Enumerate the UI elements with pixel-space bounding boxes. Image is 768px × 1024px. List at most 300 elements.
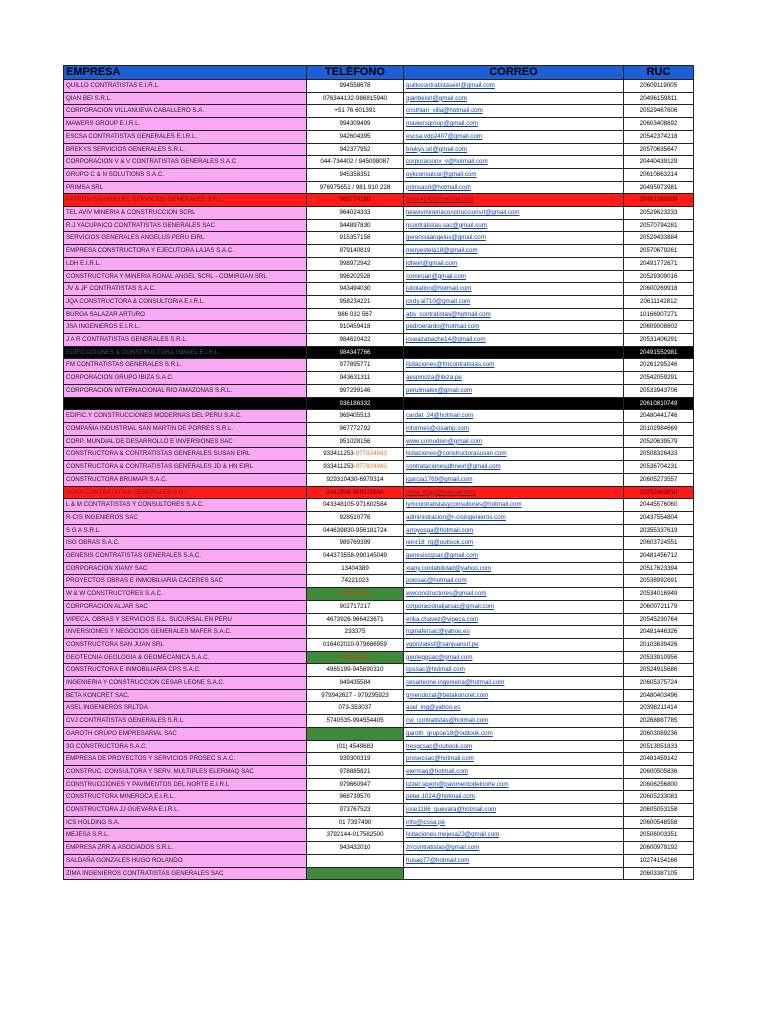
cell-ruc: 20496159811 — [624, 92, 694, 105]
cell-telefono: 942377952 — [307, 143, 404, 156]
cell-correo-link[interactable]: quillocontratistaseirl@gmail.com — [404, 80, 624, 93]
table-row — [64, 829, 694, 842]
cell-empresa: INVERSIONES Y NEGOCIOS GENERALES MAFER S.A.C. — [64, 626, 307, 639]
cell-correo-link[interactable]: administracion@r-cisingenieros.com — [404, 511, 624, 524]
cell-ruc: 20536704231 — [624, 461, 694, 474]
cell-ruc: 20533910956 — [624, 651, 694, 664]
table-row — [64, 105, 694, 118]
cell-telefono: 073-353037 — [307, 702, 404, 715]
table-row — [64, 715, 694, 728]
cell-ruc: 20491552981 — [624, 346, 694, 359]
cell-empresa: CONSTRUCTORA Y MINERIA RONAL ANGEL SCRL - COMIROAN SRL — [64, 270, 307, 283]
cell-correo-link[interactable]: ieinr18_rg@outlook.com — [404, 537, 624, 550]
cell-ruc: 20605273557 — [624, 473, 694, 486]
table-row — [64, 804, 694, 817]
cell-correo-link[interactable]: husag77@hotmail.com — [404, 854, 624, 867]
cell-ruc: 20508326433 — [624, 448, 694, 461]
table-row — [64, 638, 694, 651]
cell-telefono: 043348105-971602584 — [307, 499, 404, 512]
table-row — [64, 245, 694, 258]
cell-telefono: 967772792 — [307, 422, 404, 435]
cell-correo-link[interactable]: gmendozal@betakoncret.com — [404, 689, 624, 702]
table-row — [64, 168, 694, 181]
cell-telefono: 3792144-017582500 — [307, 829, 404, 842]
cell-empresa: TEL AVIV MINERIA & CONSTRUCCION SCRL — [64, 207, 307, 220]
table-row — [64, 575, 694, 588]
cell-ruc: 20398211414 — [624, 702, 694, 715]
table-row — [64, 499, 694, 512]
cell-empresa: CONSTRUCTORA JJ GUEVARA E.I.R.L. — [64, 804, 307, 817]
table-row — [64, 308, 694, 321]
cell-empresa: CORP. MUNDIAL DE DESARROLLO E INVERSIONES SAC — [64, 435, 307, 448]
cell-empresa: CONSTRUCTORA & CONTRATISTAS GENERALES JD & HN EIRL — [64, 461, 307, 474]
cell-telefono: 949705525 — [307, 588, 404, 601]
cell-telefono: 943494030 — [307, 283, 404, 296]
cell-correo-link[interactable]: lizzet.sipion@pavimentodelnorte.com — [404, 778, 624, 791]
cell-correo-link[interactable]: licitaciones@constructorasusan.com — [404, 448, 624, 461]
cell-correo-link[interactable]: jgarcia1769@gmail.com — [404, 473, 624, 486]
cell-ruc: 20570679261 — [624, 245, 694, 258]
cell-correo-link[interactable]: brekys.srl@gmail.com — [404, 143, 624, 156]
cell-telefono: 016402010-979686959 — [307, 638, 404, 651]
cell-telefono: 976975651 / 981 910 228 — [307, 181, 404, 194]
table-row — [64, 600, 694, 613]
table-row — [64, 372, 694, 385]
cell-telefono: 944897830 — [307, 219, 404, 232]
table-row — [64, 257, 694, 270]
cell-telefono: 942604395 — [307, 130, 404, 143]
cell-empresa: GENESIS CONTRATISTAS GENERALES S.A.C. — [64, 550, 307, 563]
cell-ruc: 20491772671 — [624, 257, 694, 270]
table-row — [64, 677, 694, 690]
cell-telefono: 964024333 — [307, 207, 404, 220]
cell-empresa: CORPORACION XIANY SAC — [64, 562, 307, 575]
cell-correo-link[interactable]: garoth_grupoe18@outlook.com — [404, 727, 624, 740]
cell-telefono: 01 7397490 — [307, 816, 404, 829]
cell-ruc: 20513051833 — [624, 740, 694, 753]
cell-empresa: GEOTECNIA GEOLOGIA & GEOMECANICA S.A.C. — [64, 651, 307, 664]
cell-empresa: CVJ CONTRATISTAS GENERALES S.R.L. — [64, 715, 307, 728]
cell-telefono: 949435584 — [307, 677, 404, 690]
cell-correo-link[interactable]: peter.1024@hotmail.com — [404, 791, 624, 804]
cell-ruc: 20538992691 — [624, 575, 694, 588]
cell-empresa: LDH E.I.R.L. — [64, 257, 307, 270]
cell-empresa: ESCSA CONTRATISTAS GENERALES E.I.R.L. — [64, 130, 307, 143]
cell-ruc: 20440439129 — [624, 156, 694, 169]
cell-telefono: 969405513 — [307, 410, 404, 423]
cell-empresa: JV & JF CONTRATISTAS S.A.C. — [64, 283, 307, 296]
cell-correo-link[interactable]: meryestela18@gmail.com — [404, 245, 624, 258]
cell-correo-link[interactable]: geoteggsac@gmail.com — [404, 651, 624, 664]
cell-empresa: CONSTRUCTORA SAN JUAN SRL — [64, 638, 307, 651]
cell-ruc: 20102984669 — [624, 422, 694, 435]
telefono-primary: 933411253 — [323, 463, 354, 471]
cell-empresa: CONSTRUCTORA BRUMAPI S.A.C. — [64, 473, 307, 486]
cell-telefono — [307, 867, 404, 880]
cell-empresa: COMPAÑIA INDUSTRIAL SAN MARTIN DE PORRES S.R.L. — [64, 422, 307, 435]
cell-telefono: 949708525 — [307, 651, 404, 664]
cell-telefono: 936186332 — [307, 397, 404, 410]
header-telefono: TELÉFONO — [307, 66, 404, 80]
cell-telefono: 979942627 - 979295923 — [307, 689, 404, 702]
cell-empresa: BETA KONCRET SAC. — [64, 689, 307, 702]
cell-empresa: BURGA SALAZAR ARTURO — [64, 308, 307, 321]
cell-empresa: ASEL INGENIEROS SRLTDA. — [64, 702, 307, 715]
cell-correo-link[interactable]: lymcontratistasyconsultores@hotmail.com — [404, 499, 624, 512]
cell-empresa: CORPORACION ALJAR SAC — [64, 600, 307, 613]
table-row — [64, 92, 694, 105]
cell-correo-link[interactable]: aespinoza@ibiza.pe — [404, 372, 624, 385]
cell-ruc: 20603089236 — [624, 727, 694, 740]
table-row — [64, 740, 694, 753]
cell-correo-link — [404, 867, 624, 880]
cell-correo-link[interactable]: tresgcsac@outlook.com — [404, 740, 624, 753]
table-row — [64, 842, 694, 855]
cell-ruc: 20570794281 — [624, 219, 694, 232]
cell-empresa: CORPORACION INTERNACIONAL RIO AMAZONAS S.R.L. — [64, 384, 307, 397]
cell-telefono: 958234221 — [307, 295, 404, 308]
cell-empresa: ICS HOLDING S.A. — [64, 816, 307, 829]
cell-telefono: 5740535-994554405 — [307, 715, 404, 728]
table-row — [64, 397, 694, 410]
header-correo: CORREO — [404, 66, 624, 80]
table-row — [64, 181, 694, 194]
table-row — [64, 448, 694, 461]
cell-telefono: 076344132-986815940 — [307, 92, 404, 105]
cell-ruc: 20570635647 — [624, 143, 694, 156]
cell-empresa: QIAN BEI S.R.L. — [64, 92, 307, 105]
cell-ruc: 20600269918 — [624, 283, 694, 296]
cell-empresa: CORPORACION VILLANUEVA CABALLERO S.A. — [64, 105, 307, 118]
cell-correo-link[interactable]: qianbeisrl@gmail.com — [404, 92, 624, 105]
cell-ruc: 20605375724 — [624, 677, 694, 690]
cell-correo-link[interactable]: omar4145@hotmail.com — [404, 194, 624, 207]
cell-ruc: 20611142812 — [624, 295, 694, 308]
header-row — [64, 66, 694, 80]
cell-empresa: ZIMA INGENIEROS CONTRATISTAS GENERALES SAC — [64, 867, 307, 880]
table-body — [64, 80, 694, 880]
cell-correo-link[interactable]: cvj_contratistas@hotmail.com — [404, 715, 624, 728]
cell-correo-link[interactable]: vgonzalesf@sanjuansrl.pe — [404, 638, 624, 651]
cell-ruc: 20600979192 — [624, 842, 694, 855]
table-row — [64, 321, 694, 334]
cell-correo-link[interactable]: corporacionaljarsac@gmail.com — [404, 600, 624, 613]
cell-ruc: 20529433884 — [624, 232, 694, 245]
cell-ruc: 20529309016 — [624, 270, 694, 283]
cell-correo-link[interactable]: joseazabache14@gmail.com — [404, 334, 624, 347]
cell-telefono: 943432010 — [307, 842, 404, 855]
cell-empresa: SALDAÑA GONZALES HUGO ROLANDO — [64, 854, 307, 867]
cell-telefono: 933411253-977824943 — [307, 448, 404, 461]
cell-telefono: 939300319 — [307, 753, 404, 766]
table-row — [64, 295, 694, 308]
cell-empresa: EMPRESA DE PROYECTOS Y SERVICIOS PROSEC S.A.C. — [64, 753, 307, 766]
cell-empresa: NOSA CONTRATISTAS GENERALES S R L — [64, 486, 307, 499]
cell-telefono — [307, 854, 404, 867]
table-row — [64, 130, 694, 143]
cell-ruc: 20605053158 — [624, 804, 694, 817]
cell-telefono: (01) 4549683 — [307, 740, 404, 753]
cell-correo-link[interactable]: info@icssa.pe — [404, 816, 624, 829]
cell-ruc: 20610810749 — [624, 397, 694, 410]
cell-empresa: R.J YACUPAICO CONTRATISTAS GENERALES SAC — [64, 219, 307, 232]
table-row — [64, 334, 694, 347]
cell-telefono: 945358351 — [307, 168, 404, 181]
cell-empresa: BREKYS SERVICIOS GENERALES S.R.L. — [64, 143, 307, 156]
cell-ruc: 20606256800 — [624, 778, 694, 791]
table-row — [64, 562, 694, 575]
cell-correo-link[interactable]: genesiscgsac@gmail.com — [404, 550, 624, 563]
cell-ruc: 20609119005 — [624, 80, 694, 93]
table-row — [64, 156, 694, 169]
cell-empresa: CONSTRUCTORA & CONTRATISTAS GENERALES SUSAN EIRL — [64, 448, 307, 461]
table-row — [64, 410, 694, 423]
cell-empresa: CONSTRUCTORA E INMOBILIARIA CPS S.A.C. — [64, 664, 307, 677]
cell-empresa: JQA CONSTRUCTORA & CONSULTORIA E.I.R.L. — [64, 295, 307, 308]
cell-correo-link[interactable]: telavivmineriaconstruccionsrl@gmail.com — [404, 207, 624, 220]
cell-correo-link[interactable]: ldheirl@gmail.com — [404, 257, 624, 270]
cell-correo-link[interactable]: www.comudein@gmail.com — [404, 435, 624, 448]
table-row — [64, 346, 694, 359]
cell-correo-link[interactable]: perulimalex@gmail.com — [404, 384, 624, 397]
cell-correo-link[interactable]: zrrcontratistas@gmail.com — [404, 842, 624, 855]
cell-correo-link[interactable]: comiroan@gmail.com — [404, 270, 624, 283]
header-empresa: EMPRESA — [64, 66, 307, 80]
cell-ruc: 20445576060 — [624, 499, 694, 512]
cell-correo-link[interactable]: xiany.contabilidad@yahoo.com — [404, 562, 624, 575]
cell-telefono: 233375 — [307, 626, 404, 639]
cell-telefono: 965774180 — [307, 194, 404, 207]
table-row — [64, 816, 694, 829]
table-row — [64, 626, 694, 639]
cell-empresa: INGENIERIA Y CONSTRUCCION CESAR LEONE S.A.C. — [64, 677, 307, 690]
table-row — [64, 791, 694, 804]
cell-empresa: ISG OBRAS S.A.C. — [64, 537, 307, 550]
cell-correo-link[interactable]: informes@cisamp.com — [404, 422, 624, 435]
cell-correo-link[interactable]: erika.chavez@vipeca.com — [404, 613, 624, 626]
cell-telefono: 4673926-966423671 — [307, 613, 404, 626]
cell-telefono: 984347766 — [307, 346, 404, 359]
cell-correo-link[interactable]: cesarleone.ingenieria@hotmail.com — [404, 677, 624, 690]
table-row — [64, 702, 694, 715]
cell-correo-link[interactable]: cpssac@hotmail.com — [404, 664, 624, 677]
cell-correo-link[interactable]: asel_ing@yahoo.es — [404, 702, 624, 715]
cell-ruc: 20481280809 — [624, 194, 694, 207]
cell-ruc: 20355337619 — [624, 524, 694, 537]
cell-empresa: PROYECTOS OBRAS E INMOBILIARIA CACERES SAC — [64, 575, 307, 588]
cell-ruc: 20603387105 — [624, 867, 694, 880]
cell-ruc: 20253462810 — [624, 486, 694, 499]
table-row — [64, 651, 694, 664]
cell-empresa: CORPORACION GRUPO IBIZA S.A.C. — [64, 372, 307, 385]
table-row — [64, 867, 694, 880]
table-row — [64, 524, 694, 537]
table-row — [64, 207, 694, 220]
cell-empresa: PATRON SAN MIGUEL SERVICIOS GENERALES S.R.L. — [64, 194, 307, 207]
table-row — [64, 486, 694, 499]
cell-correo-link[interactable]: contratacionesjdhneirl@gmail.com — [404, 461, 624, 474]
table-row — [64, 232, 694, 245]
cell-telefono: 973767523 — [307, 804, 404, 817]
cell-ruc: 20545230764 — [624, 613, 694, 626]
cell-telefono: 978885821 — [307, 765, 404, 778]
cell-ruc: 20517623394 — [624, 562, 694, 575]
cell-telefono — [307, 727, 404, 740]
cell-empresa: EDIFICACIONES & CONSTRUCTORA ISMAEL E.I.R.L. — [64, 346, 307, 359]
cell-correo-link[interactable]: cristhian_villa@hotmail.com — [404, 105, 624, 118]
cell-correo-link[interactable]: abs_contratistas@hotmail.com — [404, 308, 624, 321]
cell-empresa: J A R CONTRATISTAS GENERALES S.R.L. — [64, 334, 307, 347]
cell-correo-link[interactable]: elermaq@hotmail.com — [404, 765, 624, 778]
cell-ruc: 20480441746 — [624, 410, 694, 423]
cell-correo-link[interactable]: arroyosga@hotmail.com — [404, 524, 624, 537]
table-row — [64, 689, 694, 702]
cell-telefono: 943631311 — [307, 372, 404, 385]
cell-correo-link[interactable]: rjcontratistas.sac@gmail.com — [404, 219, 624, 232]
cell-ruc: 20481456712 — [624, 550, 694, 563]
cell-ruc: 20268887785 — [624, 715, 694, 728]
table-row — [64, 80, 694, 93]
cell-ruc: 20529467606 — [624, 105, 694, 118]
cell-empresa: GRUPO C & N SOLUTIONS S.A.C. — [64, 168, 307, 181]
cell-correo-link[interactable]: gerenciaangelus@gmail.com — [404, 232, 624, 245]
cell-ruc: 20533943706 — [624, 384, 694, 397]
cell-correo-link[interactable]: ngmafersac@yahoo.es — [404, 626, 624, 639]
cell-telefono: 994309499 — [307, 118, 404, 131]
cell-empresa: JSA INGENIEROS E.I.R.L. — [64, 321, 307, 334]
table-row — [64, 194, 694, 207]
cell-ruc: 20506003351 — [624, 829, 694, 842]
cell-empresa: GAROTH GRUPO EMPRESARIAL SAC — [64, 727, 307, 740]
cell-empresa: L & M CONTRATISTAS Y CONSULTORES S.A.C. — [64, 499, 307, 512]
cell-correo-link[interactable]: juliolatino@hotmail.com — [404, 283, 624, 296]
cell-empresa: W & W CONSTRUCTORES S.A.C. — [64, 588, 307, 601]
cell-correo-link[interactable]: jose1186_guevara@hotmail.com — [404, 804, 624, 817]
cell-correo-link[interactable]: jordy.al710@gmail.com — [404, 295, 624, 308]
cell-telefono: 996202528 — [307, 270, 404, 283]
cell-correo-link[interactable]: primsasrl@hotmail.com — [404, 181, 624, 194]
table-row — [64, 664, 694, 677]
table-row — [64, 461, 694, 474]
cell-ruc: 10166907271 — [624, 308, 694, 321]
cell-empresa: CONSTRUC. CONSULTORA Y SERV. MULTIPLES ELERMAQ SAC — [64, 765, 307, 778]
cell-correo-link[interactable]: poicsac@hotmail.com — [404, 575, 624, 588]
cell-correo-link[interactable]: nosa_ccgg@hotmail.com — [404, 486, 624, 499]
cell-ruc: 20481459142 — [624, 753, 694, 766]
cell-telefono: 986 032 567 — [307, 308, 404, 321]
cell-ruc: 20531406291 — [624, 334, 694, 347]
cell-ruc: 20534016949 — [624, 588, 694, 601]
cell-ruc: 20609008602 — [624, 321, 694, 334]
table-row — [64, 384, 694, 397]
table-row — [64, 359, 694, 372]
cell-correo-link[interactable]: licitaciones.mejesa23@gmail.com — [404, 829, 624, 842]
table-row — [64, 511, 694, 524]
cell-ruc: 20481446326 — [624, 626, 694, 639]
cell-empresa: S G A S.R.L. — [64, 524, 307, 537]
cell-telefono: 4965199-945690310 — [307, 664, 404, 677]
cell-correo-link[interactable]: escsa.vdp2407@gmail.com — [404, 130, 624, 143]
cell-telefono: 2341836-999972804 — [307, 486, 404, 499]
cell-telefono: 979660947 — [307, 778, 404, 791]
cell-empresa: R-CIS INGENIEROS SAC — [64, 511, 307, 524]
cell-ruc: 20261295246 — [624, 359, 694, 372]
cell-telefono: 044639830-956181724 — [307, 524, 404, 537]
cell-telefono: 994558678 — [307, 80, 404, 93]
cell-telefono: 044373558-990145049 — [307, 550, 404, 563]
table-row — [64, 270, 694, 283]
cell-telefono: 951028156 — [307, 435, 404, 448]
cell-telefono: 044-734402 / 945098087 — [307, 156, 404, 169]
cell-ruc: 20600721179 — [624, 600, 694, 613]
cell-telefono: 928510776 — [307, 511, 404, 524]
cell-empresa: PRIMSA SRL — [64, 181, 307, 194]
cell-ruc: 20437554804 — [624, 511, 694, 524]
cell-telefono: 997299146 — [307, 384, 404, 397]
cell-ruc: 20603724551 — [624, 537, 694, 550]
cell-telefono: 933411253-977824943 — [307, 461, 404, 474]
cell-correo-link[interactable]: prosecsac@hotmail.com — [404, 753, 624, 766]
table-row — [64, 765, 694, 778]
cell-empresa: CONSTRUCTORA MINEROCA E.I.R.L. — [64, 791, 307, 804]
cell-telefono: +51 76 601391 — [307, 105, 404, 118]
cell-correo-link[interactable]: wwconstructores@gmail.com — [404, 588, 624, 601]
cell-empresa — [64, 397, 307, 410]
cell-telefono: 979140819 — [307, 245, 404, 258]
table-row — [64, 753, 694, 766]
cell-telefono: 968739570 — [307, 791, 404, 804]
cell-ruc: 20542374218 — [624, 130, 694, 143]
cell-empresa: QUILLO CONTRATISTAS E.I.R.L. — [64, 80, 307, 93]
table-row — [64, 588, 694, 601]
cell-correo-link[interactable]: cardat_24@hotmail.com — [404, 410, 624, 423]
cell-ruc: 20542059291 — [624, 372, 694, 385]
telefono-secondary: 977824943 — [355, 463, 387, 471]
cell-empresa: EDIFIC.Y CONSTRUCCIONES MODERNAS DEL PERU S.A.C. — [64, 410, 307, 423]
table-row — [64, 118, 694, 131]
table-row — [64, 435, 694, 448]
telefono-primary: 933411253 — [323, 450, 354, 458]
table-row — [64, 778, 694, 791]
cell-telefono: 977895771 — [307, 359, 404, 372]
cell-telefono: 902717217 — [307, 600, 404, 613]
cell-empresa: CONSTRUCCIONES Y PAVIMENTOS DEL NORTE E.I.R.L — [64, 778, 307, 791]
cell-empresa: VIPECA, OBRAS Y SERVICIOS S.L. SUCURSAL EN PERU — [64, 613, 307, 626]
table-row — [64, 550, 694, 563]
cell-ruc: 20600548558 — [624, 816, 694, 829]
cell-correo-link[interactable]: pedroerardo@hotmail.com — [404, 321, 624, 334]
cell-ruc: 20524915686 — [624, 664, 694, 677]
cell-correo-link[interactable]: corporacionv_v@hotmail.com — [404, 156, 624, 169]
cell-ruc: 10274154166 — [624, 854, 694, 867]
cell-telefono: 915357158 — [307, 232, 404, 245]
cell-correo-link[interactable]: oykconsulcor@gmail.com — [404, 168, 624, 181]
cell-correo-link[interactable]: licitaciones@fmcontratistas.com — [404, 359, 624, 372]
cell-telefono: 989769399 — [307, 537, 404, 550]
cell-ruc: 20480403496 — [624, 689, 694, 702]
table-row — [64, 854, 694, 867]
cell-correo-link — [404, 346, 624, 359]
table-row — [64, 283, 694, 296]
table-row — [64, 613, 694, 626]
cell-ruc: 20610863214 — [624, 168, 694, 181]
cell-telefono: 910459418 — [307, 321, 404, 334]
cell-ruc: 20529623233 — [624, 207, 694, 220]
cell-empresa: MEJESA S.R.L. — [64, 829, 307, 842]
cell-telefono: 929310430-6979314 — [307, 473, 404, 486]
cell-correo-link[interactable]: mawersgroup@gmail.com — [404, 118, 624, 131]
contacts-table — [63, 65, 694, 880]
